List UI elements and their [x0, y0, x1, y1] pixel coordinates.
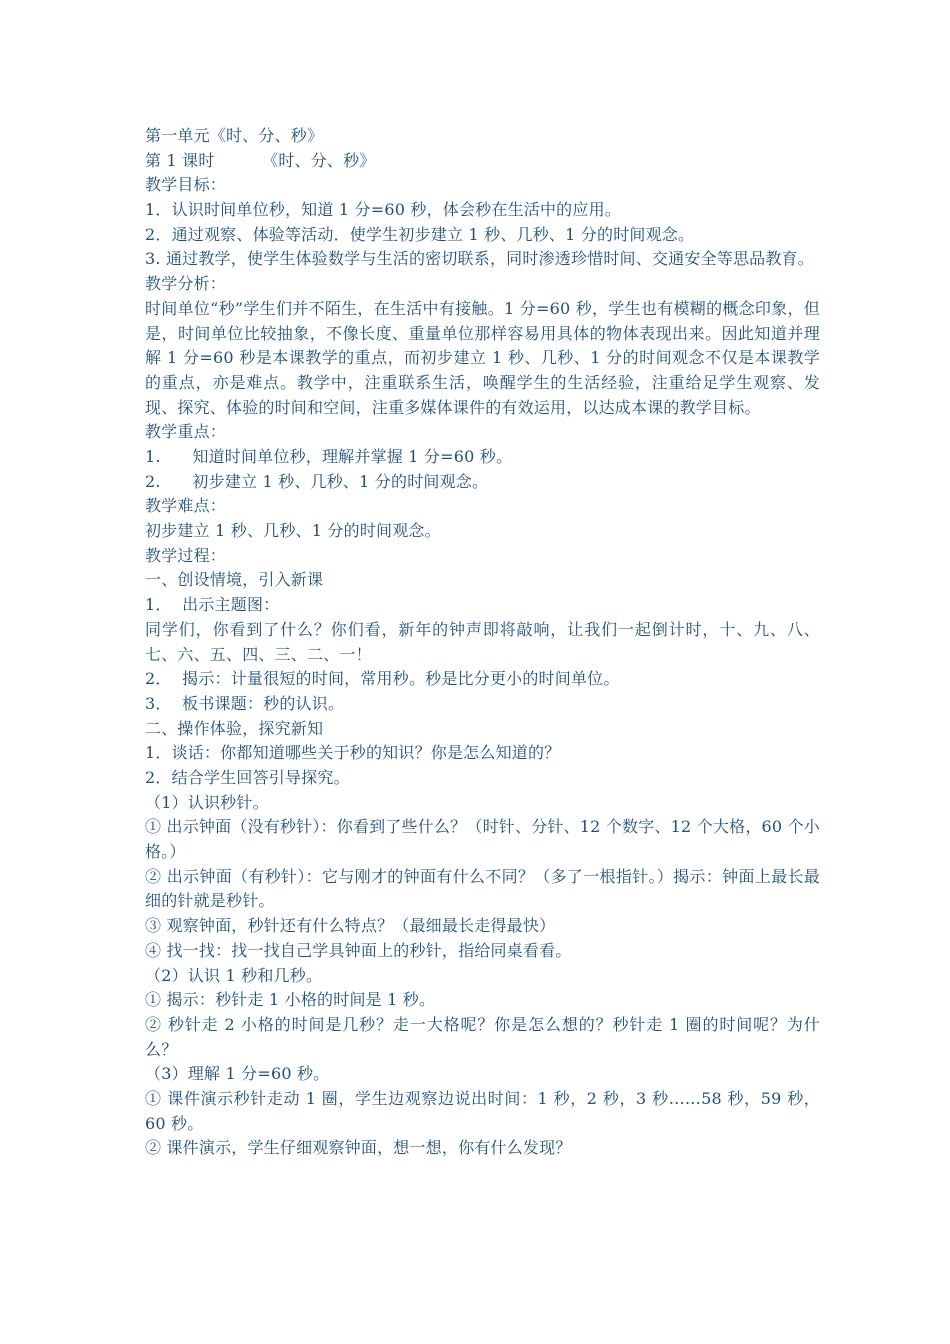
section-item: 1． 出示主题图： [145, 595, 280, 615]
unit-title: 第一单元《时、分、秒》 [145, 126, 324, 145]
section-item: ② 出示钟面（有秒针）：它与刚才的钟面有什么不同？（多了一根指针。）揭示：钟面上最长最细的针就是秒针。 [145, 866, 820, 911]
section-item: （1）认识秒针。 [145, 792, 269, 812]
objectives-heading: 教学目标： [145, 175, 227, 195]
difficulty-text: 初步建立 1 秒、几秒、1 分的时间观念。 [145, 521, 441, 541]
section-item: 2． 揭示：计量很短的时间，常用秒。秒是比分更小的时间单位。 [145, 669, 620, 689]
key-points-heading: 教学重点： [145, 422, 227, 442]
process-heading: 教学过程： [145, 545, 227, 565]
lesson-line: 第 1 课时 《时、分、秒》 [145, 150, 376, 170]
section-item: ① 出示钟面（没有秒针）：你看到了些什么？（时针、分针、12 个数字、12 个大格，60 个小格。） [145, 817, 820, 862]
section-item: 3． 板书课题：秒的认识。 [145, 693, 345, 713]
section-heading: 二、操作体验，探究新知 [145, 718, 324, 738]
section-item: ② 秒针走 2 小格的时间是几秒？走一大格呢？你是怎么想的？秒针走 1 圈的时间呢？为什么？ [145, 1014, 820, 1059]
analysis-heading: 教学分析： [145, 274, 227, 294]
section-item: （3）理解 1 分=60 秒。 [145, 1064, 330, 1084]
section-item: ④ 找一找：找一找自己学具钟面上的秒针，指给同桌看看。 [145, 940, 572, 960]
objective-item: 1．认识时间单位秒，知道 1 分=60 秒，体会秒在生活中的应用。 [145, 200, 621, 220]
key-point-item: 1. 知道时间单位秒，理解并掌握 1 分=60 秒。 [145, 447, 513, 467]
section-item: ② 课件演示，学生仔细观察钟面，想一想，你有什么发现？ [145, 1138, 572, 1158]
objective-item: 2．通过观察、体验等活动．使学生初步建立 1 秒、几秒、1 分的时间观念。 [145, 224, 695, 244]
section-item: 2．结合学生回答引导探究。 [145, 768, 350, 787]
document-body [145, 124, 820, 1161]
key-point-item: 2. 初步建立 1 秒、几秒、1 分的时间观念。 [145, 471, 489, 491]
section-heading: 一、创设情境，引入新课 [145, 570, 324, 590]
section-item: （2）认识 1 秒和几秒。 [145, 965, 323, 985]
section-item: 1．谈话：你都知道哪些关于秒的知识？你是怎么知道的？ [145, 743, 561, 763]
section-item: ① 课件演示秒针走动 1 圈，学生边观察边说出时间：1 秒，2 秒，3 秒……58 秒，59 秒，60 秒。 [145, 1089, 820, 1133]
objective-item: 3. 通过教学，使学生体验数学与生活的密切联系，同时渗透珍惜时间、交通安全等思品教育。 [145, 249, 814, 269]
section-item: 同学们，你看到了什么？你们看，新年的钟声即将敲响，让我们一起倒计时，十、九、八、七、六、五、四、三、二、一！ [145, 619, 820, 664]
section-item: ① 揭示：秒针走 1 小格的时间是 1 秒。 [145, 990, 436, 1010]
difficulty-heading: 教学难点： [145, 496, 227, 516]
section-item: ③ 观察钟面，秒针还有什么特点？（最细最长走得最快） [145, 916, 556, 936]
analysis-paragraph: 时间单位“秒”学生们并不陌生，在生活中有接触。1 分=60 秒，学生也有模糊的概念印象，但是，时间单位比较抽象，不像长度、重量单位那样容易用具体的物体表现出来。因此知道并理解 1 分=60 秒是本课教学的重点，而初步建立 1 秒、几秒、1 分的时间观念不仅是本课教学的重点，亦是难点。教学中，注重联系生活，唤醒学生的生活经验，注重给足学生观察、发现、探究、体验的时间和空间，注重多媒体课件的有效运用，以达成本课的教学目标。 [145, 298, 820, 417]
